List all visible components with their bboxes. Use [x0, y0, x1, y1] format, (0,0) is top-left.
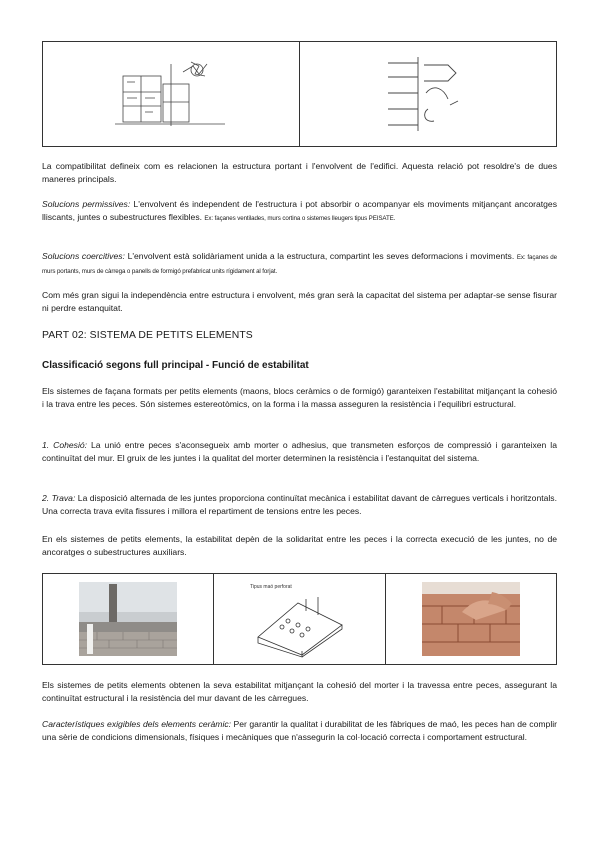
part-title: PART 02: SISTEMA DE PETITS ELEMENTS: [42, 330, 253, 341]
ceramic-requirements-paragraph: [42, 718, 557, 744]
bond-paragraph: [42, 492, 557, 518]
perforated-brick-sketch: [244, 579, 354, 659]
cohesion-paragraph: [42, 439, 557, 465]
permissive-text: L'envolvent és independent de l'estructura i pot absorbir o acompanyar els moviments mitjançant ancoratges lliscants, juntes o subestructures flexibles.: [42, 199, 557, 223]
bricklaying-photo-cell: [385, 574, 556, 665]
movement-sketch-cell: [300, 42, 557, 147]
independence-paragraph: Com més gran sigui la independència entre estructura i envolvent, més gran serà la capacitat del sistema per adaptar-se sense fisurar ni perdre estanquitat.: [42, 290, 557, 314]
structure-sketch-cell: [43, 42, 300, 147]
brick-sketch-label: Tipus maó perforat: [250, 584, 293, 590]
bricklaying-photo: [422, 582, 520, 656]
block-wall-photo: [79, 582, 177, 656]
cohesion-label: 1. Cohesió:: [42, 440, 88, 450]
permissive-example: Ex: façanes ventilades, murs cortina o sistemes lleugers tipus PEISATE.: [204, 215, 396, 223]
coercive-label: Solucions coercitives:: [42, 251, 125, 261]
bond-label: 2. Trava:: [42, 493, 76, 503]
brick-sketch-cell: [214, 574, 385, 665]
coercive-paragraph: [42, 250, 557, 278]
small-elements-paragraph: Els sistemes de façana formats per petits elements (maons, blocs ceràmics o de formigó) garanteixen l'estabilitat mitjançant la cohesió i la trava entre les peces. Són sistemes estereotòmics, on la forma i la massa asseguren la resistència i l'equilibri estructural.: [42, 386, 557, 410]
photo-figure-table: [42, 573, 557, 665]
section-title: Classificació segons full principal - Funció de estabilitat: [42, 360, 309, 371]
stability-paragraph: En els sistemes de petits elements, la estabilitat depèn de la solidaritat entre les peces i la correcta execució de les juntes, no de ancoratges o subestructures auxiliars.: [42, 534, 557, 558]
permissive-label: Solucions permissives:: [42, 199, 131, 209]
structure-envelope-sketch: [111, 54, 231, 134]
movement-sketch: [378, 49, 478, 139]
sketch-figure-table: [42, 41, 557, 147]
compatibility-paragraph: La compatibilitat defineix com es relacionen la estructura portant i l'envolvent de l'edifici. Aquesta relació pot resoldre's de dues maneres principals.: [42, 161, 557, 185]
permissive-paragraph: [42, 198, 557, 225]
cohesion-text: La unió entre peces s'aconsegueix amb morter o adhesius, que transmeten esforços de compressió i garanteixen la continuïtat del mur. El gruix de les juntes i la qualitat del morter determinen la resistència i l'estanquitat del sistema.: [42, 440, 557, 464]
block-wall-photo-cell: [43, 574, 214, 665]
ceramic-requirements-label: Característiques exigibles dels elements ceràmic:: [42, 719, 232, 729]
coercive-text: L'envolvent està solidàriament unida a la estructura, compartint les seves deformacions i moviments.: [124, 251, 517, 261]
bond-text: La disposició alternada de les juntes proporciona continuïtat mecànica i estabilitat davant de càrregues verticals i horitzontals. Una correcta trava evita fissures i millora el repartiment de tensions entre les peces.: [42, 493, 557, 517]
mortar-cohesion-paragraph: Els sistemes de petits elements obtenen la seva estabilitat mitjançant la cohesió del morter i la travessa entre peces, assegurant la continuïtat estructural i la resistència del mur davant de les càrregues.: [42, 680, 557, 704]
ceramic-requirements-text: Per garantir la qualitat i durabilitat de les fàbriques de maó, les peces han de complir una sèrie de condicions dimensionals, físiques i mecàniques que n'assegurin la col·locació correcta i comportament estructural.: [42, 719, 557, 743]
coercive-example: Ex: façanes de murs portants, murs de càrrega o panells de formigó prefabricat units rígidament al forjat.: [42, 254, 557, 276]
